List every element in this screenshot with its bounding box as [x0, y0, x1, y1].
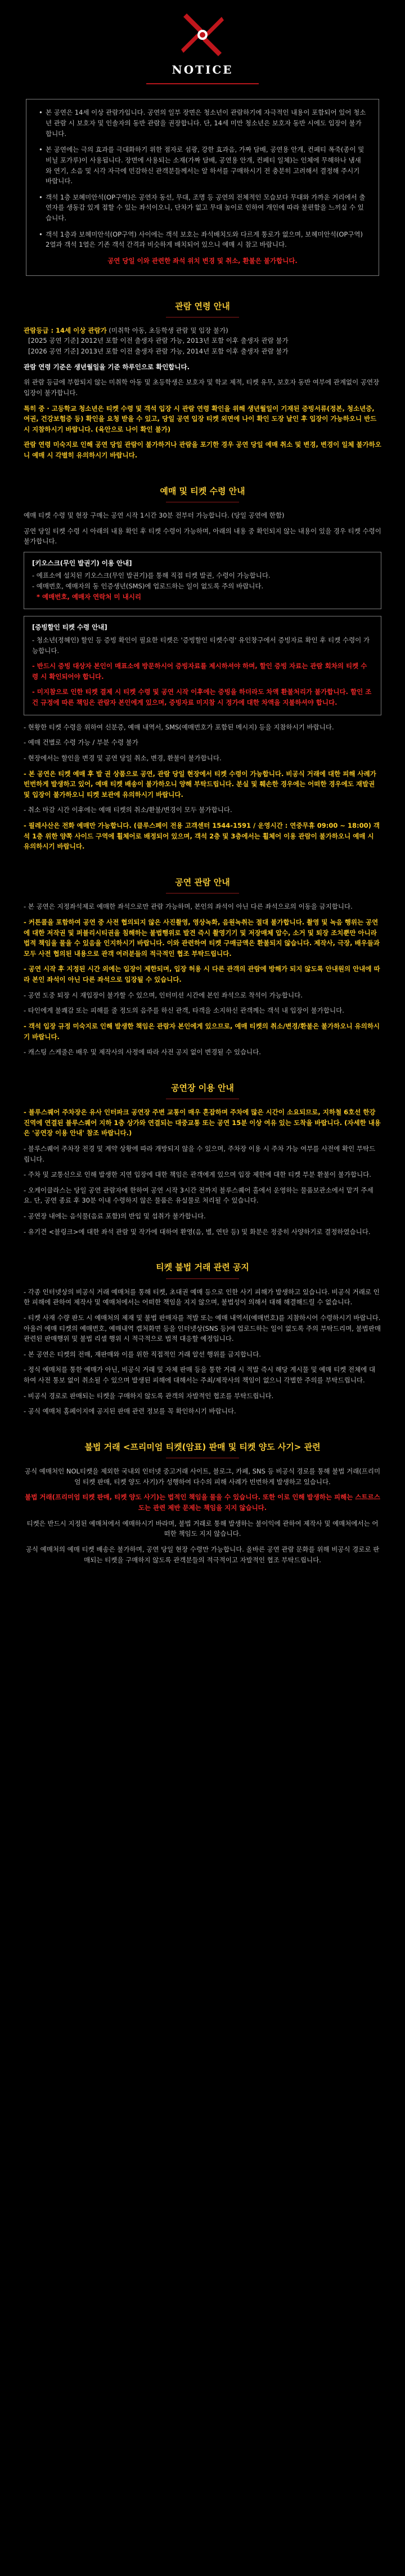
windmill-logo-icon — [177, 9, 228, 61]
intro-box — [26, 99, 379, 275]
proof-panel — [24, 616, 381, 715]
theater-item: - 공연장 내에는 음식물(음료 포함)의 반입 및 섭취가 불가합니다. — [24, 1212, 206, 1221]
illegal-item: - 공식 예매처 홈페이지에 공지된 판매 관련 정보를 꼭 확인하시기 바랍니다. — [24, 1407, 236, 1416]
proof-item: - 청소년(정혜인) 할인 등 증빙 확인이 필요한 티켓은 '증빙할인 티켓수령' 유인창구에서 증빙자료 확인 후 티켓 수령이 가능합니다. — [32, 636, 370, 655]
theater-section — [0, 1081, 405, 1237]
ticket-after: - 필레사산은 전화 예매만 가능합니다. (클루스페이 전용 고객센터 1544-1591 / 운영시간 : 연중무휴 09:00 ~ 18:00) 객석 1층 위한 양쪽 사이드 구역에 휠체어로 배정되어 있으며, 객석 2층 및 3층에서는 휠체어 이용 관람이 불가하오니 예매 시 유의하시기 바랍니다. — [24, 822, 380, 851]
intro-item: • 객석 1층 보혜미안석(OP구역)은 공연자 동선, 무대, 조명 등 공연의 전체적인 모습보다 무대와 가까운 거리에서 출연자를 생동감 있게 접할 수 있는 좌석이오니, 단차가 없고 무대 높이로 인하여 개인에 따라 불편함을 느끼실 수 있습니다. — [39, 192, 366, 224]
kiosk-warning: * 예매번호, 예매자 연락처 미 내시리 — [37, 592, 141, 601]
illegal-item: - 각종 인터넷상의 비공식 거래 예매처를 통해 티켓, 초대권 예매 등으로 인한 사기 피해가 발생하고 있습니다. 비공식 거래로 인한 피해에 관하여 제작사 및 예매처에서는 어떠한 책임을 지지 않으며, 불법성이 의해서 대해 해결해드릴 수 없습니다. — [24, 1287, 380, 1307]
resale-section — [0, 1440, 405, 1565]
perf-item: - 캐스팅 스케줄은 배우 및 제작사의 사정에 따라 사전 공지 없이 변경될 수 있습니다. — [24, 1048, 261, 1056]
section-title: 공연장 이용 안내 — [171, 1082, 234, 1093]
illegal-item: - 정식 예매처를 통한 예매가 아닌, 비공식 거래 및 자체 판매 등을 통한 거래 시 적발 즉시 해당 게시물 및 예매 티켓 전체에 대하여 사전 통보 없이 취소될 수 있으며 발생된 피해에 대해서는 주최/제작사의 책임이 없으니 각별한 주의를 부탁드립니다. — [24, 1366, 376, 1384]
notice-title: NOTICE — [172, 63, 233, 76]
theater-item: - 주차 및 교통신으로 인해 발생한 지연 입장에 대한 책임은 관객에게 있으며 입장 제한에 대한 티켓 부분 환불이 불가합니다. — [24, 1171, 371, 1179]
perf-item: - 객석 입장 규정 미숙지로 인해 발생한 책임은 관람자 본인에게 있으므로, 예매 티켓의 취소/변경/환불은 불가하오니 유의하시기 바랍니다. — [24, 1022, 380, 1041]
kiosk-item: - 예매번호, 예매자의 동 인증생년(SMS)에 업로드하는 일이 없도록 주의 바랍니다. — [32, 582, 264, 591]
resale-p1: 공식 예매처인 NOL티켓을 제외한 국내외 인터넷 중고거래 사이트, 블로그, 카페, SNS 등 비공식 경로를 통해 불법 거래(프리미엄 티켓 판매, 티켓 양도 사기)가 성행하여 다수의 피해 사례가 빈번하게 발생하고 있습니다. — [24, 1467, 381, 1486]
proof-item: - 미지참으로 인한 티켓 결제 시 티켓 수령 및 공연 시작 이후에는 증빙을 하더라도 차액 환불처리가 불가합니다. 할인 조건 규정에 따른 책임은 관람자 본인에게 있으며, 증빙자료 미지참 시 정가에 대한 차액을 지불하셔야 합니다. — [32, 688, 372, 707]
age-check-body: 위 관람 등급에 부합되지 않는 미취학 아동 및 초등학생은 보호자 및 학교 제적, 티켓 유무, 보호자 동반 여부에 관계없이 공연장 입장이 불가합니다. — [24, 378, 380, 397]
section-title: 관람 연령 안내 — [175, 301, 230, 311]
illegal-item: - 비공식 경로로 판매되는 티켓을 구매하지 않도록 관객의 자발적인 협조를 부탁드립니다. — [24, 1391, 274, 1400]
intro-item: • 객석 1층과 보헤미안석(OP구역) 사이에는 객석 보호는 좌석배치도와 다르게 통로가 없으며, 보헤미안석(OP구역) 2열과 객석 1열은 기존 객석 간격과 비슷하게 배치되어 있으니 예매 시 참고 바랍니다. — [39, 229, 366, 250]
theater-item: - 유기견 <블링크>에 대한 좌석 관람 및 작가에 대하여 환영(음, 별, 연탄 등) 및 화분은 정중히 사양하기로 결정하였습니다. — [24, 1227, 371, 1236]
section-title: 예매 및 티켓 수령 안내 — [160, 486, 245, 496]
title-underline — [146, 83, 259, 84]
theater-item: - 오케이클라스는 당일 공연 관람자에 한하여 공연 시작 3시간 전까지 블루스퀘어 홀에서 운영하는 물품보관소에서 맡겨 주세요. 단, 공연 종료 후 30분 이내 수령하지 않은 물품은 유실물로 처리될 수 있습니다. — [24, 1186, 374, 1205]
theater-item: - 블루스퀘어 주차장 전경 및 계약 상황에 따라 개방되지 않을 수 있으며, 주차장 이용 시 주차 가능 여부를 사전에 확인 부탁드립니다. — [24, 1144, 376, 1163]
illegal-item: - 본 공연은 티켓의 전매, 재판매와 이를 위한 직접적인 거래 알선 행위를 금지합니다. — [24, 1350, 261, 1358]
proof-title: [증빙할인 티켓 수령 안내] — [32, 623, 107, 632]
ticket-after: - 취소 마감 시간 이후에는 예매 티켓의 취소/환불/변경이 모두 불가합니다. — [24, 806, 232, 814]
ticket-p2: 공연 당일 티켓 수령 시 아래의 내용 확인 후 티켓 수령이 가능하며, 아래의 내용 중 확인되지 않는 내용이 있을 경우 티켓 수령이 불가합니다. — [24, 527, 381, 546]
ticket-after: - 본 공연은 티켓 예매 후 발 권 상품으로 공연, 관람 당일 현장에서 티켓 수령이 가능합니다. 비공식 거래에 대한 피해 사례가 빈번하게 발생하고 있어, 예매 티켓 배송이 불가하오니 양해 부탁드립니다. 분실 및 훼손한 경우에는 어떠한 경우에도 재발권 및 입장이 불가하오니 티켓 보관에 유의하시기 바랍니다. — [24, 769, 376, 799]
ticket-after: - 예매 건별로 수령 가능 / 부분 수령 불가 — [24, 738, 138, 747]
resale-red: 불법 거래(프리미엄 티켓 판매, 티켓 양도 사기)는 법적인 책임을 물을 수 있습니다. 또한 이로 인해 발생하는 피해는 스트르스 도는 관련 제반 문제는 책임을 지지 않습니다. — [25, 1493, 380, 1512]
age-special: 특히 중 · 고등학교 청소년은 티켓 수령 및 객석 입장 시 관람 연령 확인을 위해 생년월일이 기재된 증빙서류(정본, 청소년증, 여권, 건강보험증 등) 확인을 요청 받을 수 있고, 당일 공연 입장 티켓 외면에 나이 확인 도장 날인 후 입장이 가능하오니 반드시 지참하시기 바랍니다. (육안으로 나이 확인 불가) — [24, 404, 377, 433]
illegal-item: - 티켓 사재 수량 판도 시 예매처의 제재 및 불법 판매자를 적발 또는 예매 내역서(예매번호)를 지참하시어 수령하시기 바랍니다. 아울러 예매 티켓의 예매번호, 예매내역 캡처화면 등을 인터넷상(SNS 등)에 업로드하는 일이 없도록 주의 부탁드리며, 불법판매 관련된 판매행위 및 불법 리셀 행위 시 적극적으로 법적 대응할 예정입니다. — [24, 1313, 381, 1343]
proof-item: - 반드시 증빙 대상자 본인이 매표소에 방문하시어 증빙자료를 제시하셔야 하며, 할인 증빙 자료는 관람 회차의 티켓 수령 시 확인되어야 합니다. — [32, 662, 367, 681]
resale-p3: 공식 예매처의 예매 티켓 배송은 불가하며, 공연 당일 현장 수령만 가능합니다. 올바른 공연 관람 문화를 위해 비공식 경로로 판매되는 티켓을 구매하지 않도록 관객분들의 적극적이고 자발적인 협조 부탁드립니다. — [25, 1545, 380, 1564]
section-title: 불법 거래 <프리미엄 티켓(암표) 판매 및 티켓 양도 사기> 관련 — [84, 1441, 321, 1452]
illegal-section — [0, 1260, 405, 1417]
notice-header — [0, 0, 405, 84]
resale-p2: 티켓은 반드시 지정된 예매처에서 예매하시기 바라며, 불법 거래로 통해 발생하는 불이익에 관하여 제작사 및 예매처에서는 어떠한 책임도 지지 않습니다. — [26, 1519, 379, 1538]
kiosk-panel — [24, 552, 381, 610]
section-title: 티켓 불법 거래 관련 공지 — [156, 1262, 249, 1273]
age-refund: 관람 연령 미숙지로 인해 공연 당일 관람이 불가하거나 관람을 포기한 경우 공연 당일 예매 취소 및 변경, 변경이 일체 불가하오니 예매 시 각별히 유의하시기 바랍니다. — [24, 441, 381, 460]
performance-section — [0, 876, 405, 1058]
ticket-after: - 현장에서는 할인을 변경 및 공연 당일 취소, 변경, 환불이 불가합니다. — [24, 754, 222, 762]
kiosk-title: [키오스크(무인 발권기) 이용 안내] — [32, 559, 132, 567]
ticket-section — [0, 484, 405, 852]
perf-item: - 커튼콜을 포함하여 공연 중 사전 협의되지 않은 사진촬영, 영상녹화, 음원녹취는 절대 불가합니다. 촬영 및 녹음 행위는 공연에 대한 저작권 및 퍼블리시티권을 침해하는 불법행위로 발견 즉시 촬영기기 및 저장매체 압수, 소거 및 퇴장 조치뿐만 아니라 법적 책임을 물을 수 있음을 인지하시기 바랍니다. 이와 관련하여 티켓 구매금액은 환불되지 않습니다. 제작사, 극장, 배우들과 모두 사전 협의된 내용으로 관객 여러분들의 적극적인 협조 부탁드립니다. — [24, 918, 380, 958]
ticket-p1: 예매 티켓 수령 및 현장 구매는 공연 시작 1시간 30분 전부터 가능합니다. (당일 공연에 한함) — [24, 511, 285, 519]
kiosk-item: - 예표소에 설치된 키오스크(무인 발권기)를 통해 직접 티켓 발권, 수령이 가능합니다. — [32, 572, 271, 580]
age-rating: 관람등급 : 14세 이상 관람가 (미취학 아동, 초등학생 관람 및 입장 불가) [2025 공연 기준] 2012년 포함 이전 출생자 관람 가능, 2013년 포함 이후 출생자 관람 불가 [2026 공연 기준] 2013년 포함 이전 출생자 관람 가능, 2014년 포함 이후 출생자 관람 불가 — [24, 326, 289, 356]
age-check-bold: 관람 연령 기준은 생년월일을 기준 하루인으로 확인합니다. — [24, 362, 190, 371]
perf-item: - 타인에게 불쾌감 또는 피해를 줄 정도의 음주를 하신 관객, 타객을 소지하신 관객께는 객석 내 입장이 불가합니다. — [24, 1006, 344, 1015]
theater-item: - 블루스퀘어 주차장은 유사 인터파크 공연장 주변 교통이 매우 혼잡하며 주차에 많은 시간이 소요되므로, 지하철 6호선 한강진역에 연결된 블루스퀘어 지하 1층 상가와 연결되는 대중교통 또는 공연 15분 이상 여유 있는 도착을 바랍니다. (자세한 내용은 '공연장 이용 안내' 참조 바랍니다.) — [24, 1108, 381, 1137]
age-section — [0, 300, 405, 461]
intro-item: • 본 공연은 14세 이상 관람가입니다. 공연의 일부 장면은 청소년이 관람하기에 자극적인 내용이 포함되어 있어 청소년 관람 시 보호자 및 인솔자의 동반 관람을 권장합니다. 단, 14세 미만 청소년은 보호자 동반 시에도 입장이 불가합니다. — [39, 107, 366, 139]
ticket-after: - 현황한 티켓 수령을 위하여 신분증, 예매 내역서, SMS(예매번호가 포함된 메시지) 등을 지참하시기 바랍니다. — [24, 723, 334, 731]
intro-item: • 본 공연에는 극의 효과를 극대화하기 위한 점자로 섬광, 강한 효과음, 가짜 담배, 공연용 안개, 컨페티 폭죽(종이 및 비닐 포가루)이 사용됩니다. 장면에 사용되는 소재(가짜 담배, 공연용 안개, 컨페티 일체)는 인체에 무해하나 냄새와 연기, 소음 및 시각 자극에 민감하신 관객분들께서는 알 하셔를 구매하시기 전 충분히 고려해서 결정해 주시기 바랍니다. — [39, 144, 366, 187]
section-title: 공연 관람 안내 — [175, 877, 230, 887]
perf-item: - 본 공연은 지정좌석제로 예매한 좌석으로만 관람 가능하며, 본인의 좌석이 아닌 다른 좌석으로의 이동을 금지합니다. — [24, 902, 353, 911]
perf-item: - 공연 시작 후 지정된 시간 외에는 입장이 제한되며, 입장 허용 시 다른 관객의 관람에 방해가 되지 않도록 안내원의 안내에 따라 본인 좌석이 아닌 다른 좌석으로 입장될 수 있습니다. — [24, 965, 380, 984]
perf-item: - 공연 도중 퇴장 시 재입장이 불가할 수 있으며, 인터미션 시간에 본인 좌석으로 착석이 가능합니다. — [24, 991, 303, 999]
intro-warning: 공연 당일 이와 관련한 좌석 위치 변경 및 취소, 환불은 불가합니다. — [107, 256, 298, 265]
